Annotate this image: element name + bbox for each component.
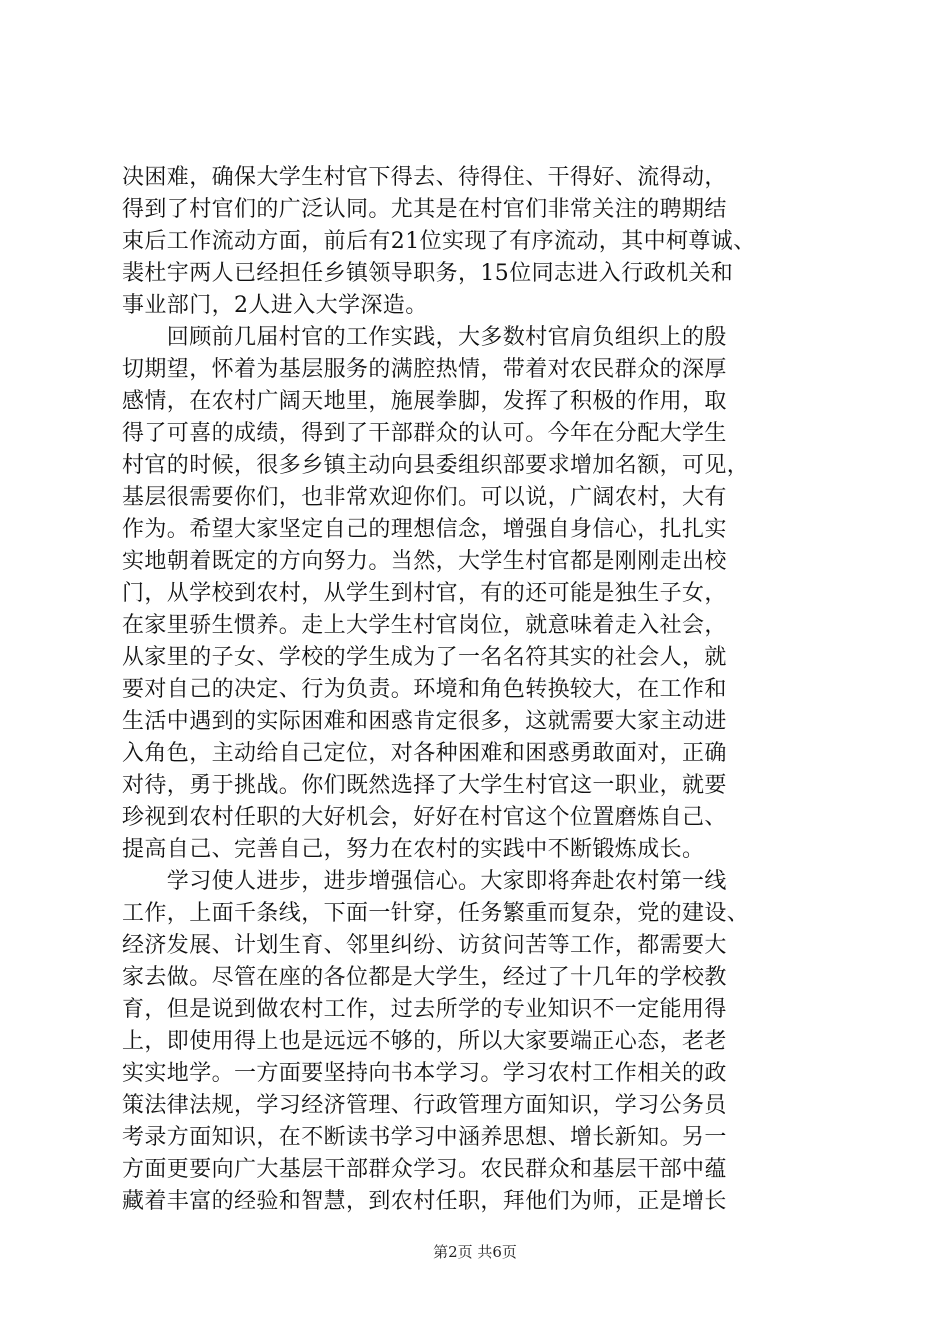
text-line: 事业部门，2人进入大学深造。 — [122, 293, 428, 318]
text-line: 裴杜宇两人已经担任乡镇领导职务，15位同志进入行政机关和 — [122, 261, 734, 286]
text-line: 工作，上面千条线，下面一针穿，任务繁重而复杂，党的建设、 — [122, 901, 750, 926]
text-line: 实实地学。一方面要坚持向书本学习。学习农村工作相关的政 — [122, 1061, 727, 1086]
text-line: 策法律法规，学习经济管理、行政管理方面知识，学习公务员 — [122, 1093, 727, 1118]
text-line: 村官的时候，很多乡镇主动向县委组织部要求增加名额，可见， — [122, 453, 750, 478]
text-line: 考录方面知识，在不断读书学习中涵养思想、增长新知。另一 — [122, 1125, 727, 1150]
text-line: 束后工作流动方面，前后有21位实现了有序流动，其中柯尊诚、 — [122, 229, 756, 254]
text-line: 生活中遇到的实际困难和困惑肯定很多，这就需要大家主动进 — [122, 709, 727, 734]
text-line: 家去做。尽管在座的各位都是大学生，经过了十几年的学校教 — [122, 965, 727, 990]
text-line: 珍视到农村任职的大好机会，好好在村官这个位置磨炼自己、 — [122, 805, 727, 830]
document-body — [122, 162, 834, 1218]
text-line: 得了可喜的成绩，得到了干部群众的认可。今年在分配大学生 — [122, 421, 727, 446]
text-line: 回顾前几届村官的工作实践，大多数村官肩负组织上的殷 — [122, 325, 727, 350]
text-line: 在家里骄生惯养。走上大学生村官岗位，就意味着走入社会， — [122, 613, 727, 638]
text-line: 入角色，主动给自己定位，对各种困难和困惑勇敢面对，正确 — [122, 741, 727, 766]
page-footer — [0, 1242, 950, 1262]
text-line: 方面更要向广大基层干部群众学习。农民群众和基层干部中蕴 — [122, 1157, 727, 1182]
text-line: 学习使人进步，进步增强信心。大家即将奔赴农村第一线 — [122, 869, 727, 894]
text-line: 经济发展、计划生育、邻里纠纷、访贫问苦等工作，都需要大 — [122, 933, 727, 958]
text-line: 提高自己、完善自己，努力在农村的实践中不断锻炼成长。 — [122, 837, 705, 862]
page-number-label: 第2页 共6页 — [433, 1243, 517, 1261]
text-line: 育，但是说到做农村工作，过去所学的专业知识不一定能用得 — [122, 997, 727, 1022]
text-line: 要对自己的决定、行为负责。环境和角色转换较大，在工作和 — [122, 677, 727, 702]
text-line: 对待，勇于挑战。你们既然选择了大学生村官这一职业，就要 — [122, 773, 727, 798]
text-line: 从家里的子女、学校的学生成为了一名名符其实的社会人，就 — [122, 645, 727, 670]
text-line: 门，从学校到农村，从学生到村官，有的还可能是独生子女， — [122, 581, 727, 606]
text-line: 藏着丰富的经验和智慧，到农村任职，拜他们为师，正是增长 — [122, 1189, 727, 1214]
text-line: 基层很需要你们，也非常欢迎你们。可以说，广阔农村，大有 — [122, 485, 727, 510]
text-line: 上，即使用得上也是远远不够的，所以大家要端正心态，老老 — [122, 1029, 727, 1054]
text-line: 决困难，确保大学生村官下得去、待得住、干得好、流得动， — [122, 165, 727, 190]
text-line: 感情，在农村广阔天地里，施展拳脚，发挥了积极的作用，取 — [122, 389, 727, 414]
text-line: 得到了村官们的广泛认同。尤其是在村官们非常关注的聘期结 — [122, 197, 727, 222]
text-line: 切期望，怀着为基层服务的满腔热情，带着对农民群众的深厚 — [122, 357, 727, 382]
text-line: 实地朝着既定的方向努力。当然，大学生村官都是刚刚走出校 — [122, 549, 727, 574]
text-line: 作为。希望大家坚定自己的理想信念，增强自身信心，扎扎实 — [122, 517, 727, 542]
